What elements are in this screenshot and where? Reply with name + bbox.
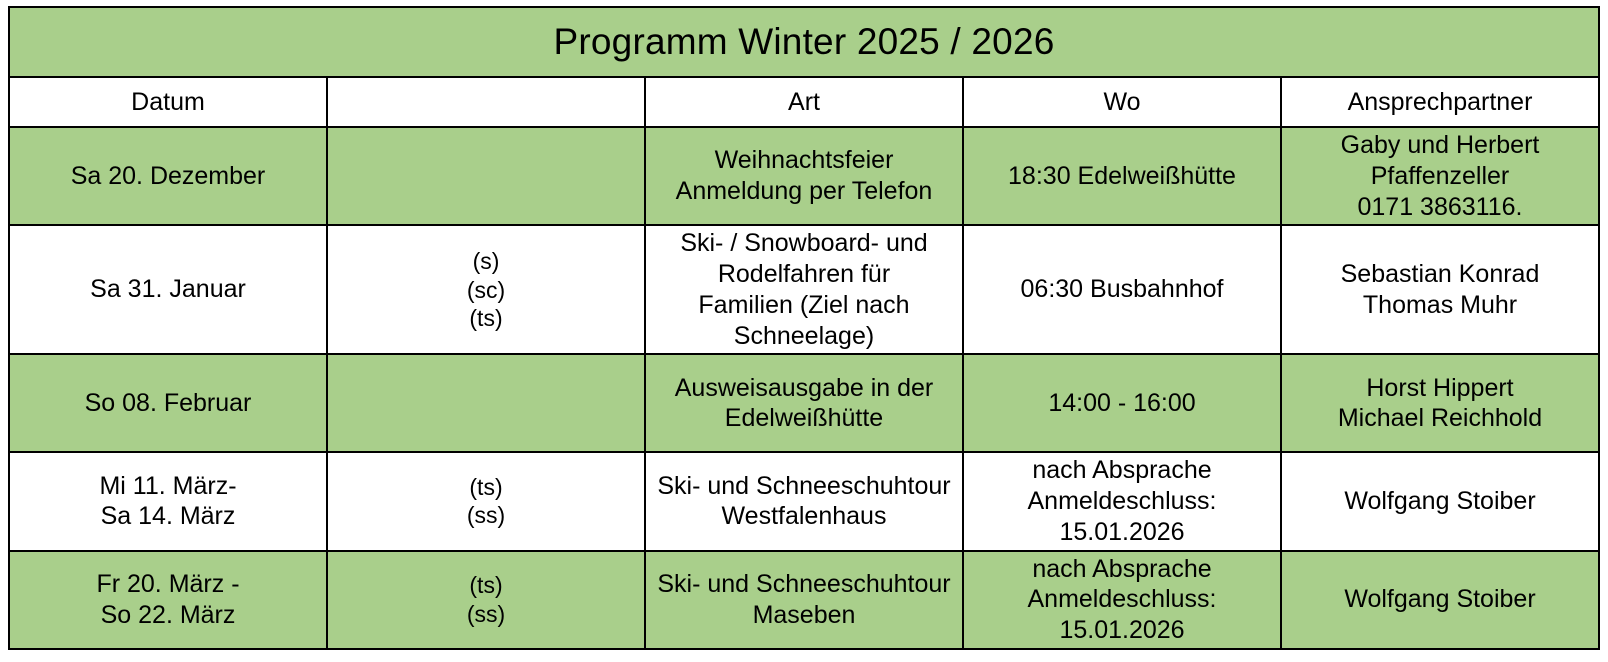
cell-tags [327,551,645,649]
cell-ansprechpartner [1281,127,1599,225]
title-row [9,7,1599,77]
cell-art-line: Westfalenhaus [721,502,887,531]
cell-ansprechpartner-line: Horst Hippert [1366,373,1514,402]
cell-ansprechpartner-line: Sebastian Konrad [1340,260,1540,288]
cell-wo [963,225,1281,354]
table-row [9,452,1599,550]
cell-datum [9,127,327,225]
cell-wo-line: nach Absprache [1032,554,1212,583]
cell-tags [327,354,645,452]
cell-art-line: Familien (Ziel nach Schneelage) [698,290,910,350]
cell-tags-line: (sc) [466,276,506,303]
cell-art [645,354,963,452]
program-table [8,6,1600,650]
cell-wo-line: Anmeldeschluss: [1027,487,1217,515]
cell-datum-line: Sa 31. Januar [90,275,246,304]
cell-tags [327,225,645,354]
cell-datum-line: Sa 14. März [100,502,236,531]
cell-art-line: Ski- / Snowboard- und Rodelfahren für [680,229,928,288]
cell-wo-line: 14:00 - 16:00 [1048,388,1196,417]
cell-datum [9,551,327,649]
cell-wo [963,127,1281,225]
cell-art [645,225,963,354]
cell-tags-line: (ss) [466,502,506,529]
cell-datum-line: So 22. März [100,600,236,629]
cell-wo-line: 18:30 Edelweißhütte [1008,161,1236,190]
cell-datum [9,354,327,452]
cell-ansprechpartner-line: Wolfgang Stoiber [1344,487,1536,515]
cell-tags-line: (ts) [469,572,503,599]
cell-datum-line: Fr 20. März - [96,569,240,598]
cell-datum-line: Sa 20. Dezember [70,161,266,190]
cell-art-line: Anmeldung per Telefon [675,177,933,206]
cell-art-line: Ausweisausgabe in der [674,373,934,402]
table-row [9,354,1599,452]
cell-tags [327,452,645,550]
cell-ansprechpartner [1281,452,1599,550]
column-header-datum: Datum [9,77,327,127]
cell-datum-line: So 08. Februar [84,388,252,417]
cell-art-line: Ski- und Schneeschuhtour [657,569,951,598]
cell-ansprechpartner-line: Michael Reichhold [1337,404,1543,433]
cell-art-line: Maseben [752,600,856,629]
program-table-body [9,7,1599,649]
column-header-ansprechpartner: Ansprechpartner [1281,77,1599,127]
cell-wo-line: 06:30 Busbahnhof [1020,275,1224,304]
cell-wo-line: nach Absprache [1032,456,1212,485]
cell-art [645,452,963,550]
cell-ansprechpartner-line: Thomas Muhr [1362,290,1518,319]
cell-datum-line: Mi 11. März- [99,471,237,500]
cell-ansprechpartner-line: Wolfgang Stoiber [1344,585,1536,614]
column-header-art: Art [645,77,963,127]
cell-wo-line: 15.01.2026 [1059,517,1185,546]
table-row [9,225,1599,354]
cell-wo-line: 15.01.2026 [1059,616,1185,644]
cell-tags-line: (ts) [469,474,503,501]
cell-ansprechpartner [1281,225,1599,354]
cell-tags-line: (ss) [466,600,506,627]
cell-art-line: Ski- und Schneeschuhtour [657,471,951,500]
cell-wo [963,354,1281,452]
cell-ansprechpartner [1281,551,1599,649]
cell-wo-line: Anmeldeschluss: [1027,585,1217,614]
cell-wo [963,551,1281,649]
table-row [9,127,1599,225]
column-header-wo: Wo [963,77,1281,127]
cell-art-line: Weihnachtsfeier [714,146,894,175]
cell-art [645,551,963,649]
column-header-tags [327,77,645,127]
page-title: Programm Winter 2025 / 2026 [9,7,1599,77]
cell-ansprechpartner-line: Gaby und Herbert [1340,131,1540,159]
cell-art-line: Edelweißhütte [724,404,884,433]
cell-ansprechpartner [1281,354,1599,452]
cell-wo [963,452,1281,550]
cell-ansprechpartner-line: Pfaffenzeller [1370,161,1510,190]
cell-datum [9,452,327,550]
cell-datum [9,225,327,354]
header-row [9,77,1599,127]
cell-tags-line: (ts) [469,304,503,331]
cell-tags-line: (s) [472,248,500,275]
cell-tags [327,127,645,225]
cell-art [645,127,963,225]
cell-ansprechpartner-line: 0171 3863116. [1357,192,1523,221]
table-row [9,551,1599,649]
